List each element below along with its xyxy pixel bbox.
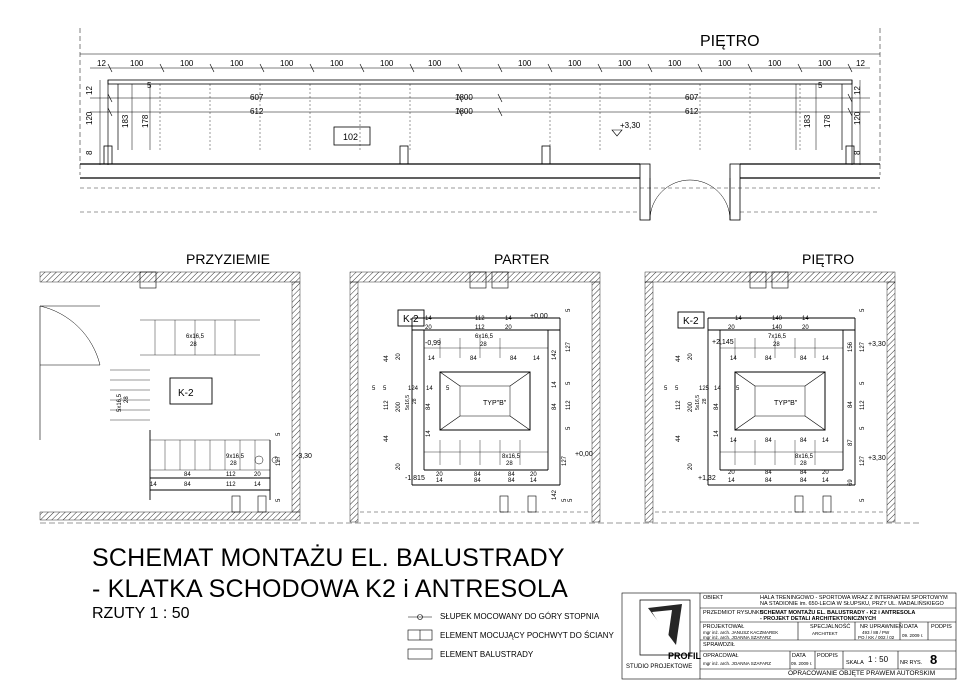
plan-pietro — [645, 272, 895, 522]
dim-14-a-pietro: 14 — [735, 316, 742, 322]
legend-symbols — [408, 615, 432, 660]
dim-20-c-pietro: 20 — [688, 353, 694, 360]
level-lower-parter: -1,815 — [405, 475, 425, 482]
dim-84-a-parter: 84 — [470, 356, 477, 362]
opracowal-label: OPRACOWAŁ — [703, 653, 739, 659]
dim-44-b-parter: 44 — [384, 435, 390, 442]
dim-20-b-pietro: 20 — [802, 325, 809, 331]
dim-small-5-left: 5 — [147, 81, 152, 90]
level-right-parter: +0,00 — [575, 451, 593, 458]
flight-top-28-pietro: 28 — [773, 342, 780, 348]
dim-127-przyziemie: 127 — [276, 455, 282, 466]
dim-142-b-parter: 142 — [552, 489, 558, 500]
dim-112-c-parter: 112 — [384, 400, 390, 410]
obiekt-label: OBIEKT — [703, 595, 724, 601]
dim-112-d-pietro: 112 — [860, 400, 866, 410]
dim-1800-a: 1800 — [455, 93, 473, 102]
dim-14-g-parter: 14 — [552, 381, 558, 388]
dim-5-a-parter: 5 — [372, 386, 376, 392]
dim-top-5: 100 — [280, 59, 294, 68]
dim-5-e-parter: 5 — [566, 308, 572, 312]
dim-84-h-pietro: 84 — [800, 478, 807, 484]
dim-20-e-parter: 20 — [436, 472, 443, 478]
main-title — [92, 543, 568, 605]
obiekt-line2: NA STADIONIE im. 650-LECIA W SŁUPSKU, PRZY UL. MADALIŃSKIEGO — [760, 601, 944, 607]
podpis-label: PODPIS — [931, 624, 952, 630]
dim-top-1: 12 — [97, 59, 106, 68]
dim-small-5-right: 5 — [818, 81, 823, 90]
dim-125-pietro: 125 — [699, 386, 710, 392]
dim-140-a-pietro: 140 — [772, 316, 783, 322]
dim-right-8: 8 — [853, 150, 862, 155]
dim-top-16: 12 — [856, 59, 865, 68]
dim-14-f-parter: 14 — [426, 386, 433, 392]
skala-value: 1 : 50 — [868, 655, 889, 664]
dim-112-a-parter: 112 — [475, 316, 485, 322]
tag-k2-pietro: K-2 — [683, 316, 699, 327]
dim-112-b-przyziemie: 112 — [226, 482, 236, 488]
dim-112-a-przyziemie: 112 — [226, 472, 236, 478]
dim-14-e-parter: 14 — [426, 430, 432, 437]
flight-top-pietro: 7x16,5 — [768, 334, 787, 340]
dim-69-pietro: 69 — [848, 479, 854, 486]
dim-127-a-pietro: 127 — [860, 341, 866, 352]
scale-label: RZUTY 1 : 50 — [92, 605, 190, 622]
dim-44-a-parter: 44 — [384, 355, 390, 362]
main-title-line1: SCHEMAT MONTAŻU EL. BALUSTRADY — [92, 544, 565, 572]
dim-200-parter: 200 — [396, 401, 402, 412]
level-top-parter: +0,00 — [530, 313, 548, 320]
dim-top-3: 100 — [180, 59, 194, 68]
top-elevation — [80, 28, 880, 220]
specjalnosc-value: ARCHITEKT — [812, 631, 838, 636]
dim-right-120: 120 — [853, 111, 862, 125]
dim-84-j-pietro: 84 — [800, 438, 807, 444]
dim-left-183: 183 — [121, 114, 130, 128]
flight-bottom-28-pietro: 28 — [800, 461, 807, 467]
przedmiot-line1: SCHEMAT MONTAŻU EL. BALUSTRADY - K2 i ANTRESOLA — [760, 610, 916, 616]
dim-112-c-pietro: 112 — [676, 400, 682, 410]
dim-14-j-pietro: 14 — [730, 438, 737, 444]
dim-5-f-parter: 5 — [566, 426, 572, 430]
opracowal-value: mgr inż. arch. JOANNA SZAFARZ — [703, 661, 772, 666]
flight-left-28-parter: 28 — [412, 398, 418, 404]
dim-right-12: 12 — [853, 86, 862, 95]
flight-side-przyziemie: 5x16,5 — [117, 393, 123, 412]
projektowal-2: mgr inż. arch. JOANNA SZAFARZ — [703, 635, 772, 640]
flight-lower-28-przyziemie: 28 — [230, 461, 237, 467]
dim-84-g-parter: 84 — [474, 478, 481, 484]
dim-top-7: 100 — [380, 59, 394, 68]
level-right2-pietro: +3,30 — [868, 455, 886, 462]
dim-84-b-pietro: 84 — [800, 356, 807, 362]
dim-20-przyziemie: 20 — [254, 472, 261, 478]
dim-84-d-parter: 84 — [552, 403, 558, 410]
dim-112-b-parter: 112 — [475, 325, 485, 331]
dim-top-8: 100 — [428, 59, 442, 68]
dim-left-12: 12 — [85, 86, 94, 95]
plan-title-przyziemie: PRZYZIEMIE — [186, 251, 271, 267]
level-upper-pietro: +2,145 — [712, 339, 734, 346]
plan-parter — [350, 272, 600, 522]
tag-k2-parter: K-2 — [403, 314, 419, 325]
dim-112-d-parter: 112 — [566, 400, 572, 410]
dim-612-left: 612 — [250, 107, 264, 116]
dim-20-b-parter: 20 — [505, 325, 512, 331]
dim-14-e-pietro: 14 — [714, 430, 720, 437]
dim-20-d-pietro: 20 — [688, 463, 694, 470]
przedmiot-label: PRZEDMIOT RYSUNKU — [703, 610, 764, 616]
dim-5-h-parter: 5 — [568, 498, 574, 502]
legend-item-post: SŁUPEK MOCOWANY DO GÓRY STOPNIA — [440, 612, 600, 621]
main-title-line2: - KLATKA SCHODOWA K2 i ANTRESOLA — [92, 575, 568, 603]
dim-607-right: 607 — [685, 93, 699, 102]
dim-612-right: 612 — [685, 107, 699, 116]
dim-5-b-parter: 5 — [383, 386, 387, 392]
dim-5-c-pietro: 5 — [736, 386, 740, 392]
dim-14-f-pietro: 14 — [714, 386, 721, 392]
dim-5-d-pietro: 5 — [860, 308, 866, 312]
flight-bottom-28-parter: 28 — [506, 461, 513, 467]
dim-14-d-parter: 14 — [533, 356, 540, 362]
dim-14-b-pietro: 14 — [802, 316, 809, 322]
dim-20-c-parter: 20 — [396, 353, 402, 360]
plan-title-pietro: PIĘTRO — [802, 251, 855, 267]
level-lower-pietro: +1,32 — [698, 475, 716, 482]
przedmiot-line2: - PROJEKT DETALI ARCHITEKTONICZNYCH — [760, 616, 877, 622]
dim-84-c-pietro: 84 — [714, 403, 720, 410]
flight-left-28-pietro: 28 — [702, 398, 708, 404]
dim-right-178: 178 — [823, 114, 832, 128]
dim-142-a-parter: 142 — [552, 349, 558, 360]
dim-44-a-pietro: 44 — [676, 355, 682, 362]
dim-84-h-parter: 84 — [508, 478, 515, 484]
dim-14-i-pietro: 14 — [822, 478, 829, 484]
dim-84-f-pietro: 84 — [800, 470, 807, 476]
dim-200-pietro: 200 — [688, 401, 694, 412]
dim-607-left: 607 — [250, 93, 264, 102]
dim-top-12: 100 — [668, 59, 682, 68]
dim-5-b-przyziemie: 5 — [276, 498, 282, 502]
dim-14-h-parter: 14 — [436, 478, 443, 484]
dim-44-b-pietro: 44 — [676, 435, 682, 442]
flight-bottom-parter: 8x16,5 — [502, 454, 521, 460]
dim-84-b-przyziemie: 84 — [184, 482, 191, 488]
dim-84-g-pietro: 84 — [765, 478, 772, 484]
dim-127-b-parter: 127 — [562, 455, 568, 466]
dim-5-f-pietro: 5 — [860, 426, 866, 430]
dim-14-a-parter: 14 — [425, 316, 432, 322]
dim-14-k-pietro: 14 — [822, 438, 829, 444]
dim-84-e-parter: 84 — [474, 472, 481, 478]
podpis-label-2: PODPIS — [817, 653, 838, 659]
dim-top-6: 100 — [330, 59, 344, 68]
dim-84-f-parter: 84 — [508, 472, 515, 478]
flight-top-parter: 6x16,5 — [475, 334, 494, 340]
skala-label: SKALA — [846, 660, 864, 666]
flight-left-pietro: 5x16,5 — [695, 394, 701, 410]
nr-rys-value: 8 — [930, 652, 938, 667]
sprawdzil-label: SPRAWDZIŁ — [703, 642, 735, 648]
studio-label: STUDIO PROJEKTOWE — [626, 664, 693, 670]
legend-item-wall-bracket: ELEMENT MOCUJĄCY POCHWYT DO ŚCIANY — [440, 631, 614, 640]
dim-156-pietro: 156 — [848, 341, 854, 352]
dim-top-9: 100 — [518, 59, 532, 68]
dim-right-183: 183 — [803, 114, 812, 128]
tag-k2-przyziemie: K-2 — [178, 388, 194, 399]
dim-14-b-parter: 14 — [505, 316, 512, 322]
flight-bottom-pietro: 8x16,5 — [795, 454, 814, 460]
dim-14-d-pietro: 14 — [822, 356, 829, 362]
dim-top-13: 100 — [718, 59, 732, 68]
plan-przyziemie — [40, 272, 300, 520]
data-label: DATA — [904, 624, 918, 630]
dim-20-e-pietro: 20 — [728, 470, 735, 476]
dim-14-c-pietro: 14 — [730, 356, 737, 362]
level-upper-parter: -0,99 — [425, 340, 441, 347]
dim-84-a-pietro: 84 — [765, 356, 772, 362]
flight-left-parter: 5x16,5 — [405, 394, 411, 410]
flight-top-28-parter: 28 — [480, 342, 487, 348]
top-title: PIĘTRO — [700, 33, 760, 50]
dim-top-2: 100 — [130, 59, 144, 68]
dim-5-e-pietro: 5 — [860, 381, 866, 385]
dim-top-15: 100 — [818, 59, 832, 68]
level-top: +3,30 — [620, 121, 641, 130]
dim-84-d-pietro: 84 — [848, 401, 854, 408]
dim-87-pietro: 87 — [848, 439, 854, 446]
data-label-2: DATA — [792, 653, 806, 659]
dim-top-14: 100 — [768, 59, 782, 68]
dim-14-h-pietro: 14 — [728, 478, 735, 484]
level-right-pietro: +3,30 — [868, 341, 886, 348]
dim-5-a-pietro: 5 — [664, 386, 668, 392]
dim-84-b-parter: 84 — [510, 356, 517, 362]
dim-140-b-pietro: 140 — [772, 325, 783, 331]
dim-1800-b: 1800 — [455, 107, 473, 116]
dim-left-8: 8 — [85, 150, 94, 155]
obiekt-line1: HALA TRENINGOWO - SPORTOWA WRAZ Z INTERNATEM SPORTOWYM — [760, 595, 948, 601]
copyright: OPRACOWANIE OBJĘTE PRAWEM AUTORSKIM — [788, 670, 936, 677]
plan-title-parter: PARTER — [494, 251, 550, 267]
logo-text: PROFIL — [668, 651, 701, 661]
dim-127-b-pietro: 127 — [860, 455, 866, 466]
flight-lower-przyziemie: 9x16,5 — [226, 454, 245, 460]
dim-left-178: 178 — [141, 114, 150, 128]
dim-top-10: 100 — [568, 59, 582, 68]
dim-20-a-parter: 20 — [425, 325, 432, 331]
nr-rys-label: NR RYS. — [900, 660, 923, 666]
dim-14-i-parter: 14 — [530, 478, 537, 484]
dim-124-parter: 124 — [408, 386, 419, 392]
dim-5-d-parter: 5 — [566, 381, 572, 385]
room-number: 102 — [343, 132, 359, 142]
dim-20-f-parter: 20 — [530, 472, 537, 478]
flight-upper-przyziemie: 6x16,5 — [186, 334, 205, 340]
dim-84-c-parter: 84 — [426, 403, 432, 410]
dim-5-g-pietro: 5 — [860, 498, 866, 502]
dim-20-a-pietro: 20 — [728, 325, 735, 331]
nr-upr-label: NR UPRAWNIEŃ — [860, 624, 903, 630]
dim-20-f-pietro: 20 — [822, 470, 829, 476]
data-value-1: 09. 2009 r. — [902, 633, 924, 638]
dim-14-b-przyziemie: 14 — [254, 482, 261, 488]
dim-84-i-pietro: 84 — [765, 438, 772, 444]
flight-side-28-przyziemie: 28 — [124, 396, 130, 403]
flight-upper-28-przyziemie: 28 — [190, 342, 197, 348]
dim-5-g-parter: 5 — [562, 498, 568, 502]
dim-top-4: 100 — [230, 59, 244, 68]
dim-14-c-parter: 14 — [428, 356, 435, 362]
typ-b-pietro: TYP"B" — [774, 400, 798, 407]
dim-left-120: 120 — [85, 111, 94, 125]
data-value-2: 09. 2009 r. — [791, 661, 813, 666]
dim-84-e-pietro: 84 — [765, 470, 772, 476]
projektowal-label: PROJEKTOWAŁ — [703, 624, 745, 630]
nr-upr-2: PO / KK / 002 / 02 — [858, 635, 895, 640]
projektowal-1: mgr inż. arch. JANUSZ KACZMAREK — [703, 630, 779, 635]
dim-14-a-przyziemie: 14 — [150, 482, 157, 488]
level-przyziemie: -3,30 — [296, 453, 312, 460]
dim-84-a-przyziemie: 84 — [184, 472, 191, 478]
typ-b-parter: TYP"B" — [483, 400, 507, 407]
dim-127-a-parter: 127 — [566, 341, 572, 352]
specjalnosc-label: SPECJALNOŚĆ — [810, 624, 851, 630]
dim-5-a-przyziemie: 5 — [276, 432, 282, 436]
dim-top-11: 100 — [618, 59, 632, 68]
dim-5-b-pietro: 5 — [675, 386, 679, 392]
dim-20-d-parter: 20 — [396, 463, 402, 470]
nr-upr-1: 493 / 88 / PW — [862, 630, 890, 635]
dim-5-c-parter: 5 — [446, 386, 450, 392]
legend-item-railing: ELEMENT BALUSTRADY — [440, 650, 534, 659]
